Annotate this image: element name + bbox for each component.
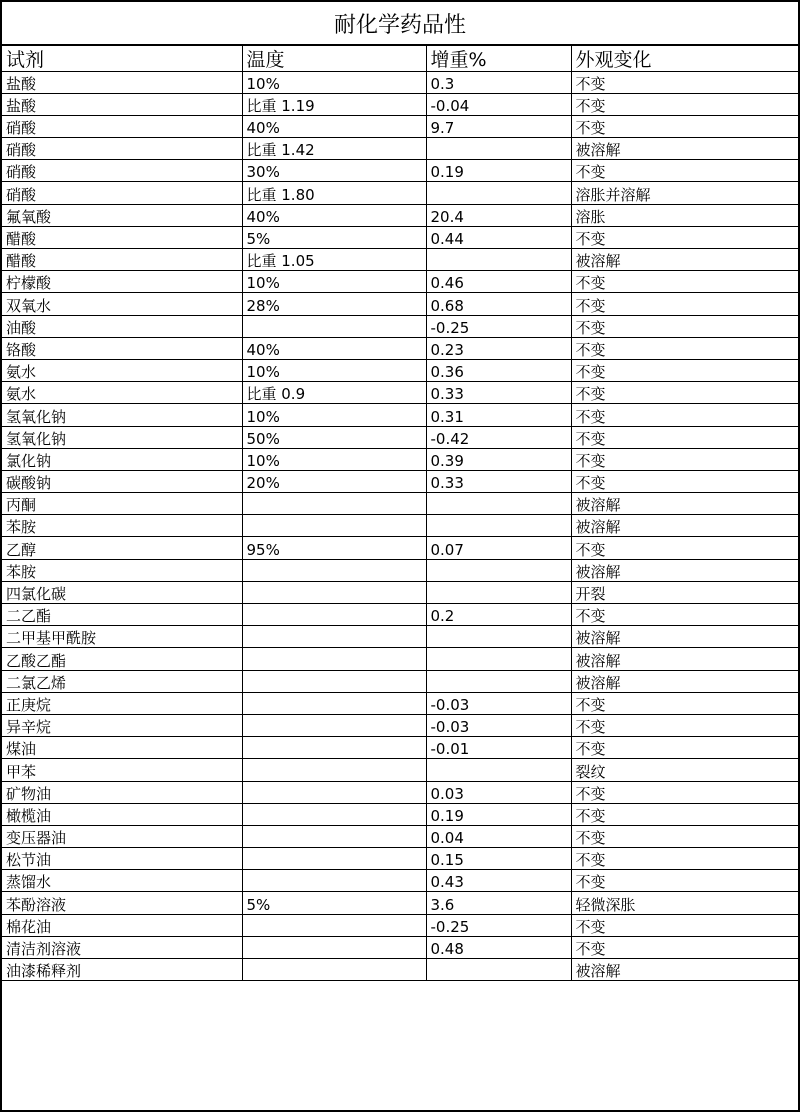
cell-reagent: 盐酸 bbox=[2, 93, 242, 115]
table-row bbox=[2, 426, 798, 448]
cell-appearance-change: 不变 bbox=[571, 914, 798, 936]
cell-temperature: 30% bbox=[242, 160, 426, 182]
cell-weight-gain: 0.23 bbox=[426, 337, 571, 359]
table-row bbox=[2, 470, 798, 492]
cell-weight-gain: 0.3 bbox=[426, 71, 571, 93]
cell-appearance-change: 不变 bbox=[571, 825, 798, 847]
table-row bbox=[2, 93, 798, 115]
cell-temperature bbox=[242, 936, 426, 958]
cell-weight-gain bbox=[426, 493, 571, 515]
cell-appearance-change: 溶胀并溶解 bbox=[571, 182, 798, 204]
cell-reagent: 苯酚溶液 bbox=[2, 892, 242, 914]
table-row bbox=[2, 714, 798, 736]
cell-reagent: 双氧水 bbox=[2, 293, 242, 315]
cell-temperature bbox=[242, 315, 426, 337]
cell-temperature bbox=[242, 648, 426, 670]
cell-reagent: 铬酸 bbox=[2, 337, 242, 359]
cell-weight-gain: 9.7 bbox=[426, 115, 571, 137]
cell-appearance-change: 轻微深胀 bbox=[571, 892, 798, 914]
header-appearance-change: 外观变化 bbox=[571, 46, 798, 71]
table-row bbox=[2, 648, 798, 670]
cell-reagent: 甲苯 bbox=[2, 759, 242, 781]
cell-weight-gain: 0.68 bbox=[426, 293, 571, 315]
cell-temperature bbox=[242, 759, 426, 781]
table-row bbox=[2, 737, 798, 759]
cell-temperature bbox=[242, 604, 426, 626]
cell-temperature bbox=[242, 714, 426, 736]
cell-temperature bbox=[242, 959, 426, 981]
cell-reagent: 醋酸 bbox=[2, 249, 242, 271]
cell-reagent: 油漆稀释剂 bbox=[2, 959, 242, 981]
table-row bbox=[2, 825, 798, 847]
cell-reagent: 氟氧酸 bbox=[2, 204, 242, 226]
cell-weight-gain bbox=[426, 559, 571, 581]
table-row bbox=[2, 182, 798, 204]
cell-weight-gain: 0.33 bbox=[426, 470, 571, 492]
table-row bbox=[2, 249, 798, 271]
cell-appearance-change: 不变 bbox=[571, 537, 798, 559]
cell-weight-gain: 3.6 bbox=[426, 892, 571, 914]
cell-temperature bbox=[242, 692, 426, 714]
cell-weight-gain: -0.01 bbox=[426, 737, 571, 759]
cell-reagent: 氨水 bbox=[2, 382, 242, 404]
cell-reagent: 变压器油 bbox=[2, 825, 242, 847]
cell-weight-gain: 0.31 bbox=[426, 404, 571, 426]
cell-appearance-change: 被溶解 bbox=[571, 515, 798, 537]
table-row bbox=[2, 204, 798, 226]
cell-reagent: 醋酸 bbox=[2, 226, 242, 248]
cell-reagent: 正庚烷 bbox=[2, 692, 242, 714]
cell-temperature: 比重 1.42 bbox=[242, 138, 426, 160]
cell-weight-gain: -0.42 bbox=[426, 426, 571, 448]
cell-weight-gain: 0.33 bbox=[426, 382, 571, 404]
cell-appearance-change: 不变 bbox=[571, 426, 798, 448]
cell-temperature: 5% bbox=[242, 892, 426, 914]
cell-appearance-change: 不变 bbox=[571, 848, 798, 870]
cell-temperature: 95% bbox=[242, 537, 426, 559]
cell-weight-gain: 0.04 bbox=[426, 825, 571, 847]
cell-appearance-change: 被溶解 bbox=[571, 959, 798, 981]
cell-temperature: 28% bbox=[242, 293, 426, 315]
cell-weight-gain: 0.07 bbox=[426, 537, 571, 559]
cell-reagent: 硝酸 bbox=[2, 115, 242, 137]
table-row bbox=[2, 803, 798, 825]
cell-temperature bbox=[242, 559, 426, 581]
cell-temperature bbox=[242, 825, 426, 847]
cell-reagent: 盐酸 bbox=[2, 71, 242, 93]
cell-weight-gain: -0.25 bbox=[426, 315, 571, 337]
cell-weight-gain: 0.44 bbox=[426, 226, 571, 248]
cell-appearance-change: 不变 bbox=[571, 936, 798, 958]
cell-temperature: 10% bbox=[242, 271, 426, 293]
cell-appearance-change: 不变 bbox=[571, 293, 798, 315]
cell-temperature bbox=[242, 670, 426, 692]
cell-appearance-change: 不变 bbox=[571, 692, 798, 714]
cell-appearance-change: 不变 bbox=[571, 337, 798, 359]
cell-appearance-change: 不变 bbox=[571, 803, 798, 825]
cell-appearance-change: 被溶解 bbox=[571, 648, 798, 670]
cell-reagent: 蒸馏水 bbox=[2, 870, 242, 892]
cell-weight-gain: -0.04 bbox=[426, 93, 571, 115]
cell-temperature: 10% bbox=[242, 448, 426, 470]
table-row bbox=[2, 848, 798, 870]
cell-appearance-change: 不变 bbox=[571, 71, 798, 93]
header-reagent: 试剂 bbox=[2, 46, 242, 71]
table-body bbox=[2, 71, 798, 981]
cell-appearance-change: 不变 bbox=[571, 359, 798, 381]
cell-appearance-change: 不变 bbox=[571, 226, 798, 248]
cell-reagent: 乙酸乙酯 bbox=[2, 648, 242, 670]
cell-reagent: 二甲基甲酰胺 bbox=[2, 626, 242, 648]
cell-weight-gain: 0.43 bbox=[426, 870, 571, 892]
table-row bbox=[2, 604, 798, 626]
cell-appearance-change: 不变 bbox=[571, 781, 798, 803]
table-row bbox=[2, 537, 798, 559]
cell-appearance-change: 裂纹 bbox=[571, 759, 798, 781]
table-row bbox=[2, 892, 798, 914]
cell-temperature bbox=[242, 781, 426, 803]
cell-reagent: 二氯乙烯 bbox=[2, 670, 242, 692]
table-title: 耐化学药品性 bbox=[2, 2, 798, 46]
cell-temperature: 10% bbox=[242, 71, 426, 93]
cell-reagent: 乙醇 bbox=[2, 537, 242, 559]
cell-temperature: 40% bbox=[242, 115, 426, 137]
table-row bbox=[2, 493, 798, 515]
cell-weight-gain bbox=[426, 182, 571, 204]
cell-temperature: 20% bbox=[242, 470, 426, 492]
cell-weight-gain: 0.48 bbox=[426, 936, 571, 958]
cell-temperature bbox=[242, 914, 426, 936]
cell-appearance-change: 被溶解 bbox=[571, 493, 798, 515]
cell-weight-gain bbox=[426, 138, 571, 160]
cell-reagent: 氢氧化钠 bbox=[2, 404, 242, 426]
table-row bbox=[2, 759, 798, 781]
cell-weight-gain: 20.4 bbox=[426, 204, 571, 226]
cell-appearance-change: 不变 bbox=[571, 315, 798, 337]
cell-temperature: 比重 0.9 bbox=[242, 382, 426, 404]
cell-reagent: 异辛烷 bbox=[2, 714, 242, 736]
table-row bbox=[2, 138, 798, 160]
cell-weight-gain bbox=[426, 759, 571, 781]
cell-appearance-change: 不变 bbox=[571, 271, 798, 293]
cell-reagent: 二乙酯 bbox=[2, 604, 242, 626]
table-row bbox=[2, 404, 798, 426]
cell-temperature bbox=[242, 848, 426, 870]
cell-appearance-change: 不变 bbox=[571, 382, 798, 404]
cell-reagent: 煤油 bbox=[2, 737, 242, 759]
cell-reagent: 油酸 bbox=[2, 315, 242, 337]
cell-reagent: 苯胺 bbox=[2, 515, 242, 537]
cell-appearance-change: 不变 bbox=[571, 737, 798, 759]
table-row bbox=[2, 115, 798, 137]
cell-appearance-change: 不变 bbox=[571, 870, 798, 892]
cell-appearance-change: 被溶解 bbox=[571, 138, 798, 160]
cell-appearance-change: 不变 bbox=[571, 604, 798, 626]
table-row bbox=[2, 337, 798, 359]
cell-temperature bbox=[242, 626, 426, 648]
table-row bbox=[2, 959, 798, 981]
table-row bbox=[2, 670, 798, 692]
cell-appearance-change: 不变 bbox=[571, 714, 798, 736]
cell-weight-gain: 0.19 bbox=[426, 803, 571, 825]
cell-reagent: 硝酸 bbox=[2, 182, 242, 204]
cell-temperature: 比重 1.80 bbox=[242, 182, 426, 204]
cell-appearance-change: 开裂 bbox=[571, 581, 798, 603]
cell-temperature: 5% bbox=[242, 226, 426, 248]
cell-temperature: 40% bbox=[242, 337, 426, 359]
cell-reagent: 硝酸 bbox=[2, 138, 242, 160]
cell-weight-gain: 0.39 bbox=[426, 448, 571, 470]
table-row bbox=[2, 581, 798, 603]
cell-weight-gain: 0.2 bbox=[426, 604, 571, 626]
cell-weight-gain bbox=[426, 648, 571, 670]
cell-temperature bbox=[242, 581, 426, 603]
cell-appearance-change: 溶胀 bbox=[571, 204, 798, 226]
cell-weight-gain bbox=[426, 670, 571, 692]
cell-temperature: 40% bbox=[242, 204, 426, 226]
cell-weight-gain: 0.03 bbox=[426, 781, 571, 803]
cell-appearance-change: 不变 bbox=[571, 470, 798, 492]
cell-temperature: 比重 1.19 bbox=[242, 93, 426, 115]
cell-appearance-change: 不变 bbox=[571, 160, 798, 182]
table-row bbox=[2, 160, 798, 182]
table-row bbox=[2, 293, 798, 315]
table-row bbox=[2, 226, 798, 248]
cell-temperature bbox=[242, 870, 426, 892]
cell-reagent: 柠檬酸 bbox=[2, 271, 242, 293]
cell-weight-gain bbox=[426, 249, 571, 271]
cell-appearance-change: 不变 bbox=[571, 404, 798, 426]
cell-weight-gain bbox=[426, 959, 571, 981]
cell-temperature bbox=[242, 493, 426, 515]
cell-reagent: 碳酸钠 bbox=[2, 470, 242, 492]
header-weight-gain: 增重% bbox=[426, 46, 571, 71]
cell-weight-gain: -0.25 bbox=[426, 914, 571, 936]
table-row bbox=[2, 515, 798, 537]
table-row bbox=[2, 71, 798, 93]
cell-weight-gain bbox=[426, 515, 571, 537]
table-row bbox=[2, 626, 798, 648]
cell-temperature bbox=[242, 803, 426, 825]
cell-appearance-change: 被溶解 bbox=[571, 249, 798, 271]
cell-weight-gain: 0.15 bbox=[426, 848, 571, 870]
chemical-resistance-table bbox=[2, 46, 798, 981]
cell-weight-gain: 0.19 bbox=[426, 160, 571, 182]
cell-weight-gain: 0.36 bbox=[426, 359, 571, 381]
cell-temperature bbox=[242, 515, 426, 537]
cell-reagent: 氨水 bbox=[2, 359, 242, 381]
cell-weight-gain: -0.03 bbox=[426, 714, 571, 736]
table-row bbox=[2, 448, 798, 470]
cell-reagent: 丙酮 bbox=[2, 493, 242, 515]
table-row bbox=[2, 692, 798, 714]
cell-appearance-change: 不变 bbox=[571, 115, 798, 137]
cell-reagent: 松节油 bbox=[2, 848, 242, 870]
cell-reagent: 矿物油 bbox=[2, 781, 242, 803]
header-row bbox=[2, 46, 798, 71]
cell-appearance-change: 被溶解 bbox=[571, 626, 798, 648]
cell-appearance-change: 不变 bbox=[571, 448, 798, 470]
cell-reagent: 四氯化碳 bbox=[2, 581, 242, 603]
header-temperature: 温度 bbox=[242, 46, 426, 71]
cell-temperature: 10% bbox=[242, 404, 426, 426]
table-row bbox=[2, 914, 798, 936]
table-row bbox=[2, 382, 798, 404]
cell-reagent: 橄榄油 bbox=[2, 803, 242, 825]
cell-reagent: 氢氧化钠 bbox=[2, 426, 242, 448]
cell-temperature bbox=[242, 737, 426, 759]
cell-appearance-change: 被溶解 bbox=[571, 670, 798, 692]
table-row bbox=[2, 936, 798, 958]
table-row bbox=[2, 559, 798, 581]
cell-reagent: 硝酸 bbox=[2, 160, 242, 182]
cell-appearance-change: 不变 bbox=[571, 93, 798, 115]
cell-weight-gain bbox=[426, 581, 571, 603]
table-row bbox=[2, 781, 798, 803]
cell-temperature: 比重 1.05 bbox=[242, 249, 426, 271]
cell-weight-gain bbox=[426, 626, 571, 648]
table-row bbox=[2, 870, 798, 892]
cell-temperature: 50% bbox=[242, 426, 426, 448]
cell-reagent: 氯化钠 bbox=[2, 448, 242, 470]
cell-appearance-change: 被溶解 bbox=[571, 559, 798, 581]
cell-weight-gain: 0.46 bbox=[426, 271, 571, 293]
table-row bbox=[2, 271, 798, 293]
cell-weight-gain: -0.03 bbox=[426, 692, 571, 714]
cell-temperature: 10% bbox=[242, 359, 426, 381]
cell-reagent: 棉花油 bbox=[2, 914, 242, 936]
table-row bbox=[2, 359, 798, 381]
table-row bbox=[2, 315, 798, 337]
cell-reagent: 苯胺 bbox=[2, 559, 242, 581]
cell-reagent: 清洁剂溶液 bbox=[2, 936, 242, 958]
